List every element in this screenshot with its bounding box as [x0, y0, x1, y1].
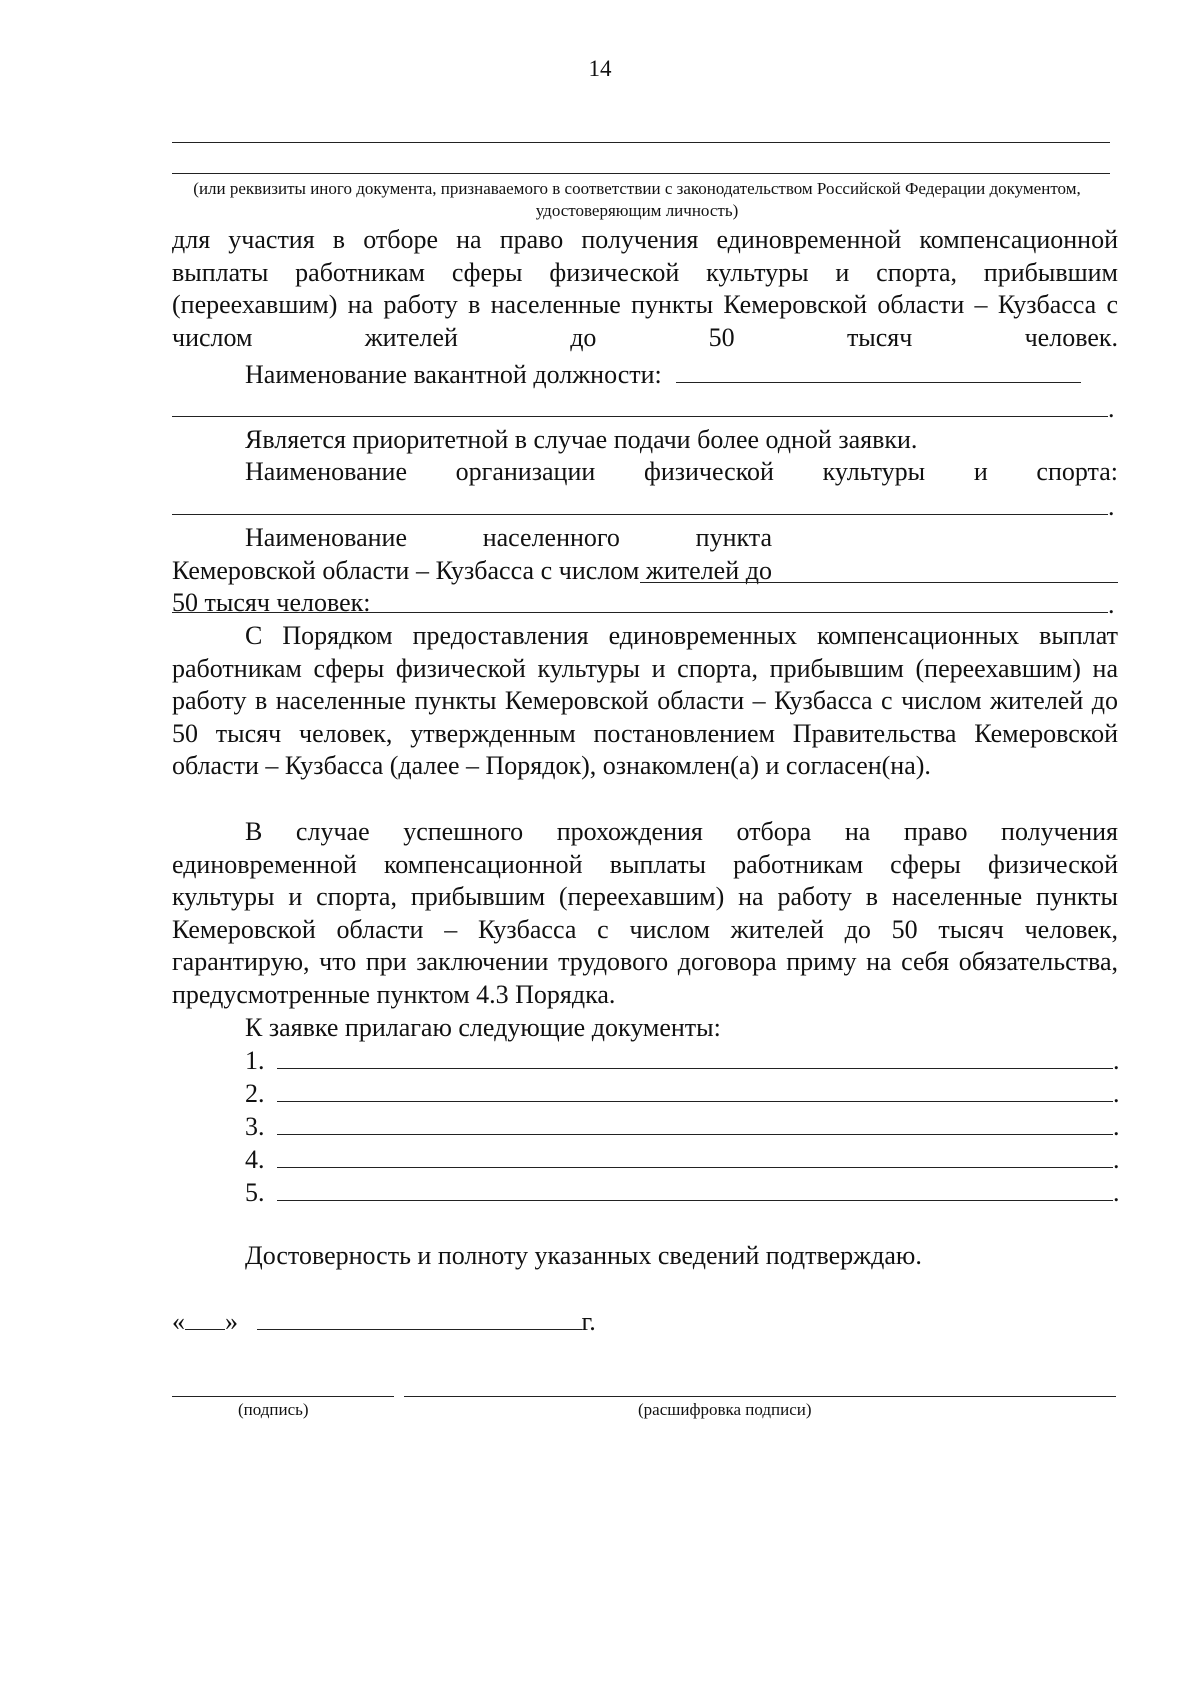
line-end-dot: . — [1108, 492, 1115, 521]
vacancy-row — [172, 358, 1118, 390]
line-end-dot: . — [1108, 394, 1115, 423]
attachment-item: 3. . — [245, 1112, 1120, 1141]
attachment-field[interactable] — [277, 1077, 1113, 1102]
obligation-paragraph: В случае успешного прохождения отбора на право получения единовременной компенсационной выплаты работникам сферы физической культуры и спорта, прибывшим (переехавшим) на работу в населенные пункты Кемеровской области – Кузбасса с числом жителей до 50 тысяч человек, гарантирую, что при заключении трудового договора приму на себя обязательства, предусмотренные пунктом 4.3 Порядка. — [172, 817, 1118, 1009]
organization-label: Наименование организации физической культуры и спорта: — [245, 457, 1118, 486]
vacancy-field[interactable] — [676, 358, 1081, 383]
line-end-dot: . — [1108, 590, 1115, 619]
attachment-item: 1. . — [245, 1046, 1120, 1075]
organization-row — [172, 490, 1118, 522]
purpose-paragraph — [172, 224, 1118, 354]
signature-decode-field[interactable] — [404, 1396, 1116, 1397]
attachment-field[interactable] — [277, 1176, 1113, 1201]
date-row — [172, 1305, 1118, 1337]
attachment-number: 2. — [245, 1079, 265, 1108]
attachment-item: 2. . — [245, 1079, 1120, 1108]
settlement-field-continuation[interactable] — [172, 588, 1108, 613]
settlement-label: Наименование населенного пункта Кемеровской области – Кузбасса с числом жителей до 50 тысяч человек: — [172, 523, 772, 617]
purpose-text: для участия в отборе на право получения единовременной компенсационной выплаты работникам сферы физической культуры и спорта, прибывшим (переехавшим) на работу в населенные пункты Кемеровской области – Кузбасса с числом жителей до 50 тысяч человек. — [172, 225, 1118, 352]
attachment-number: 5. — [245, 1178, 265, 1207]
attachment-number: 3. — [245, 1112, 265, 1141]
page-number: 14 — [588, 56, 612, 81]
attachment-number: 4. — [245, 1145, 265, 1174]
vacancy-field-continuation[interactable] — [172, 392, 1108, 417]
date-close-quote: » — [225, 1307, 238, 1336]
date-open-quote: « — [172, 1307, 185, 1336]
vacancy-row-continuation — [172, 392, 1118, 424]
signature-decode-caption: (расшифровка подписи) — [638, 1400, 812, 1419]
vacancy-label: Наименование вакантной должности: — [245, 360, 662, 389]
date-day-field[interactable] — [185, 1305, 225, 1330]
settlement-row-continuation — [172, 588, 1118, 620]
attachment-field[interactable] — [277, 1044, 1113, 1069]
confirmation-text: Достоверность и полноту указанных сведений подтверждаю. — [245, 1241, 922, 1270]
attachment-item: 4. . — [245, 1145, 1120, 1174]
signature-field[interactable] — [172, 1396, 394, 1397]
id-document-line-2[interactable] — [172, 173, 1110, 174]
attachment-field[interactable] — [277, 1143, 1113, 1168]
attachment-item: 5. . — [245, 1178, 1120, 1207]
attachments-label: К заявке прилагаю следующие документы: — [245, 1013, 721, 1042]
date-suffix: г. — [581, 1307, 596, 1336]
date-month-year-field[interactable] — [257, 1305, 582, 1330]
organization-field[interactable] — [172, 490, 1108, 515]
signature-caption: (подпись) — [238, 1400, 309, 1419]
priority-text: Является приоритетной в случае подачи более одной заявки. — [245, 425, 918, 454]
settlement-field[interactable] — [640, 558, 1118, 583]
attachment-number: 1. — [245, 1046, 265, 1075]
attachment-field[interactable] — [277, 1110, 1113, 1135]
id-document-line-1[interactable] — [172, 142, 1110, 143]
order-acknowledgement-paragraph: С Порядком предоставления единовременных компенсационных выплат работникам сферы физической культуры и спорта, прибывшим (переехавшим) на работу в населенные пункты Кемеровской области – Кузбасса с числом жителей до 50 тысяч человек, утвержденным постановлением Правительства Кемеровской области – Кузбасса (далее – Порядок), ознакомлен(а) и согласен(на). — [172, 621, 1118, 780]
id-document-caption: (или реквизиты иного документа, признаваемого в соответствии с законодательством Российской Федерации документом, удостоверяющим личность) — [193, 179, 1081, 220]
